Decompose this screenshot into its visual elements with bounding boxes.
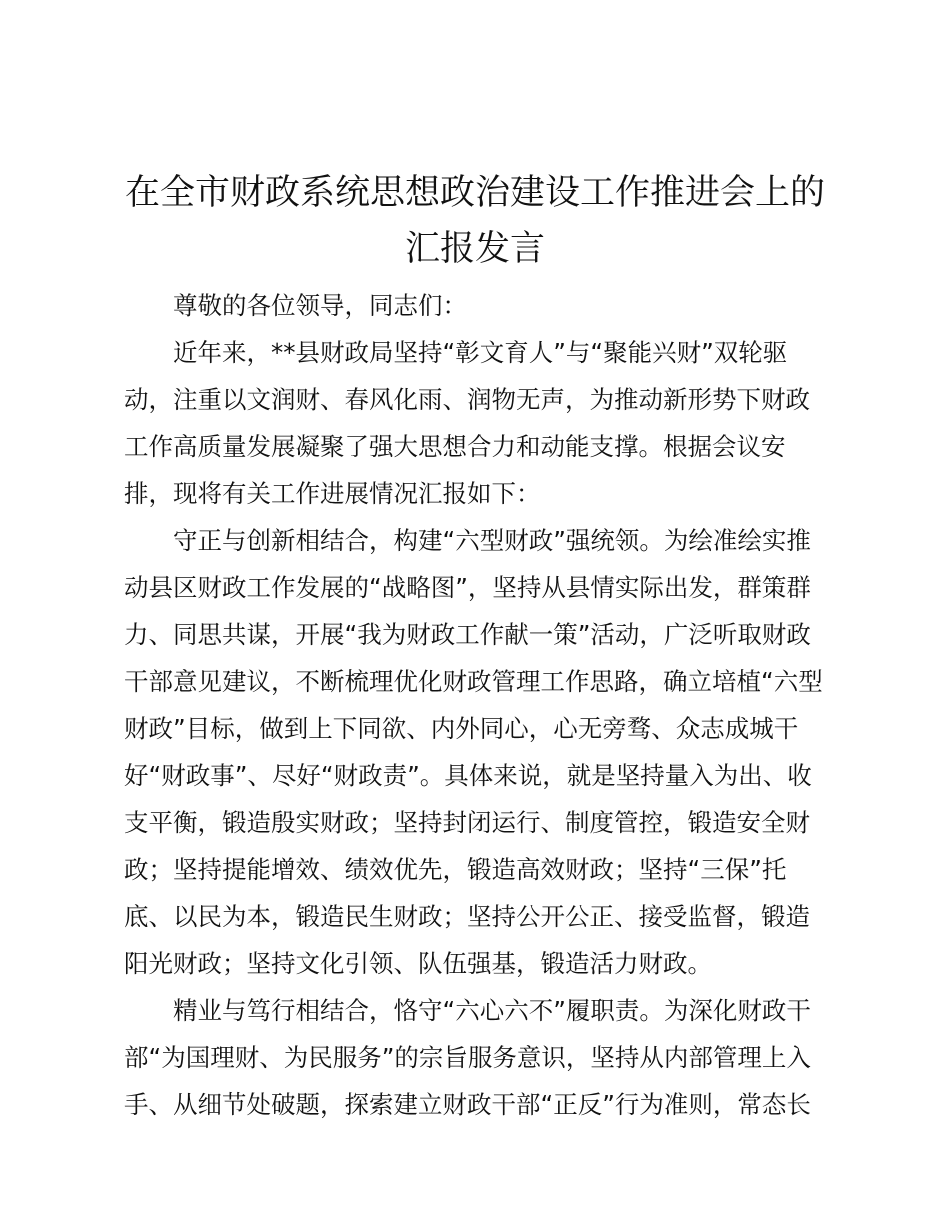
paragraph-line: 阳光财政；坚持文化引领、队伍强基，锻造活力财政。 bbox=[124, 949, 712, 978]
paragraph-line: 政；坚持提能增效、绩效优先，锻造高效财政；坚持“三保”托 bbox=[124, 855, 787, 884]
paragraph-line: 干部意见建议，不断梳理优化财政管理工作思路，确立培植“六型 bbox=[124, 667, 823, 696]
paragraph-line: 手、从细节处破题，探索建立财政干部“正反”行为准则，常态长 bbox=[124, 1090, 811, 1119]
title-line-1: 在全市财政系统思想政治建设工作推进会上的 bbox=[124, 173, 825, 213]
paragraph-line: 部“为国理财、为民服务”的宗旨服务意识，坚持从内部管理上入 bbox=[124, 1043, 811, 1072]
paragraph-line: 尊敬的各位领导，同志们： bbox=[173, 291, 467, 320]
paragraph-line: 力、同思共谋，开展“我为财政工作献一策”活动，广泛听取财政 bbox=[124, 620, 811, 649]
paragraph-line: 排，现将有关工作进展情况汇报如下： bbox=[124, 479, 541, 508]
paragraph-line: 精业与笃行相结合，恪守“六心六不”履职责。为深化财政干 bbox=[173, 996, 811, 1025]
title-line-2: 汇报发言 bbox=[404, 229, 545, 269]
paragraph-line: 守正与创新相结合，构建“六型财政”强统领。为绘准绘实推 bbox=[173, 526, 811, 555]
paragraph-line: 工作高质量发展凝聚了强大思想合力和动能支撑。根据会议安 bbox=[124, 432, 786, 461]
paragraph-line: 动县区财政工作发展的“战略图”，坚持从县情实际出发，群策群 bbox=[124, 573, 811, 602]
paragraph-line: 近年来，**县财政局坚持“彰文育人”与“聚能兴财”双轮驱 bbox=[173, 338, 788, 367]
paragraph-line: 好“财政事”、尽好“财政责”。具体来说，就是坚持量入为出、收 bbox=[124, 761, 812, 790]
paragraph-line: 财政”目标，做到上下同欲、内外同心，心无旁骛、众志成城干 bbox=[124, 714, 799, 743]
document-body bbox=[124, 282, 834, 1128]
paragraph-line: 动，注重以文润财、春风化雨、润物无声，为推动新形势下财政 bbox=[124, 385, 810, 414]
paragraph-line: 支平衡，锻造殷实财政；坚持封闭运行、制度管控，锻造安全财 bbox=[124, 808, 810, 837]
paragraph-line: 底、以民为本，锻造民生财政；坚持公开公正、接受监督，锻造 bbox=[124, 902, 810, 931]
document-title bbox=[110, 165, 840, 277]
